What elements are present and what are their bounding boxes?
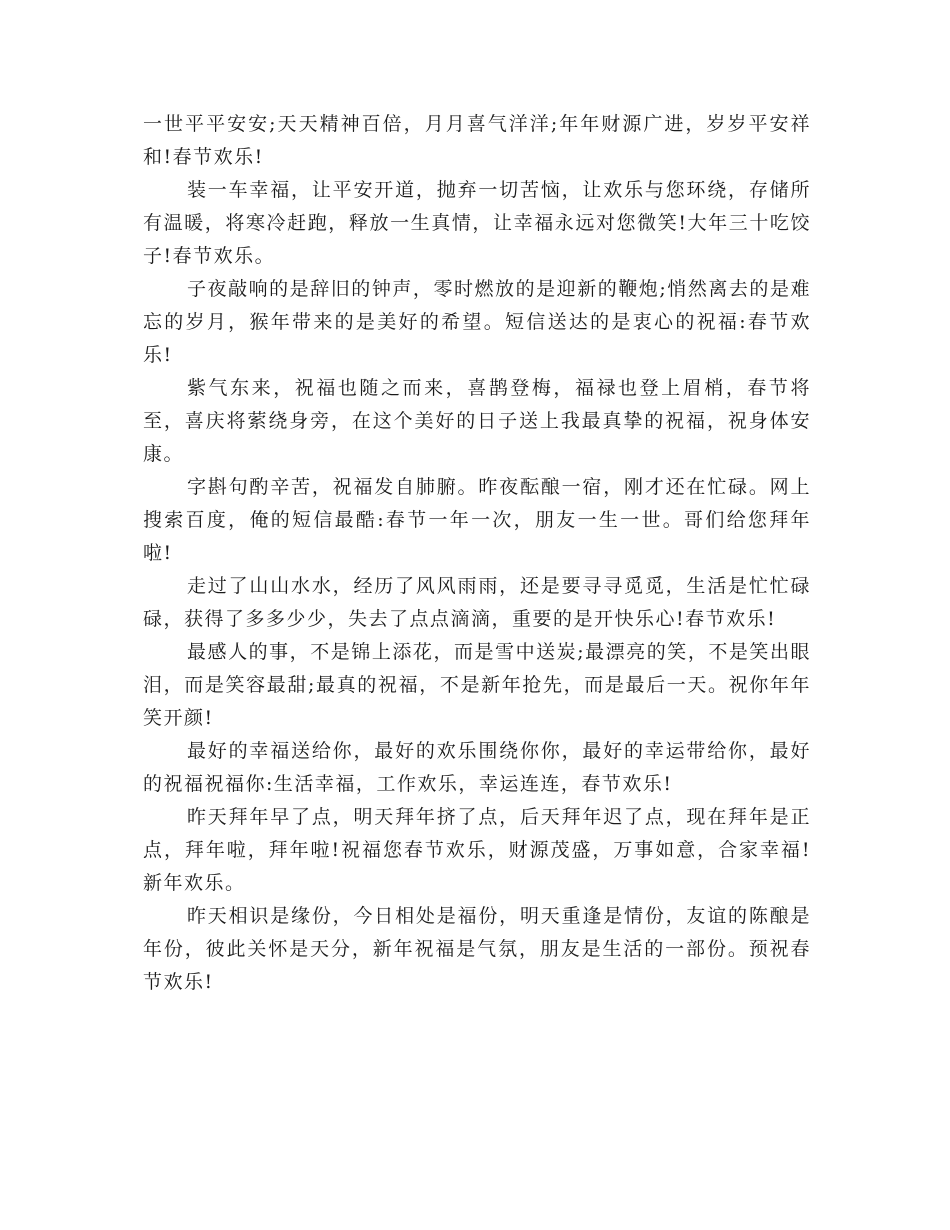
document-body [143,108,811,999]
paragraph: 最好的幸福送给你，最好的欢乐围绕你你，最好的幸运带给你，最好的祝福祝福你:生活幸福，工作欢乐，幸运连连，春节欢乐! [143,740,811,795]
paragraph: 一世平平安安;天天精神百倍，月月喜气洋洋;年年财源广进，岁岁平安祥和!春节欢乐! [143,113,811,168]
paragraph: 昨天相识是缘份，今日相处是福份，明天重逢是情份，友谊的陈酿是年份，彼此关怀是天分，新年祝福是气氛，朋友是生活的一部份。预祝春节欢乐! [143,905,811,993]
paragraph: 子夜敲响的是辞旧的钟声，零时燃放的是迎新的鞭炮;悄然离去的是难忘的岁月，猴年带来的是美好的希望。短信送达的是衷心的祝福:春节欢乐! [143,278,811,366]
paragraph: 紫气东来，祝福也随之而来，喜鹊登梅，福禄也登上眉梢，春节将至，喜庆将萦绕身旁，在这个美好的日子送上我最真挚的祝福，祝身体安康。 [143,377,811,465]
paragraph: 最感人的事，不是锦上添花，而是雪中送炭;最漂亮的笑，不是笑出眼泪，而是笑容最甜;最真的祝福，不是新年抢先，而是最后一天。祝你年年笑开颜! [143,641,811,729]
paragraph: 装一车幸福，让平安开道，抛弃一切苦恼，让欢乐与您环绕，存储所有温暖，将寒冷赶跑，释放一生真情，让幸福永远对您微笑!大年三十吃饺子!春节欢乐。 [143,179,811,267]
paragraph: 走过了山山水水，经历了风风雨雨，还是要寻寻觅觅，生活是忙忙碌碌，获得了多多少少，失去了点点滴滴，重要的是开快乐心!春节欢乐! [143,575,811,630]
paragraph: 字斟句酌辛苦，祝福发自肺腑。昨夜酝酿一宿，刚才还在忙碌。网上搜索百度，俺的短信最酷:春节一年一次，朋友一生一世。哥们给您拜年啦! [143,476,811,564]
paragraph: 昨天拜年早了点，明天拜年挤了点，后天拜年迟了点，现在拜年是正点，拜年啦，拜年啦!祝福您春节欢乐，财源茂盛，万事如意，合家幸福!新年欢乐。 [143,806,811,894]
